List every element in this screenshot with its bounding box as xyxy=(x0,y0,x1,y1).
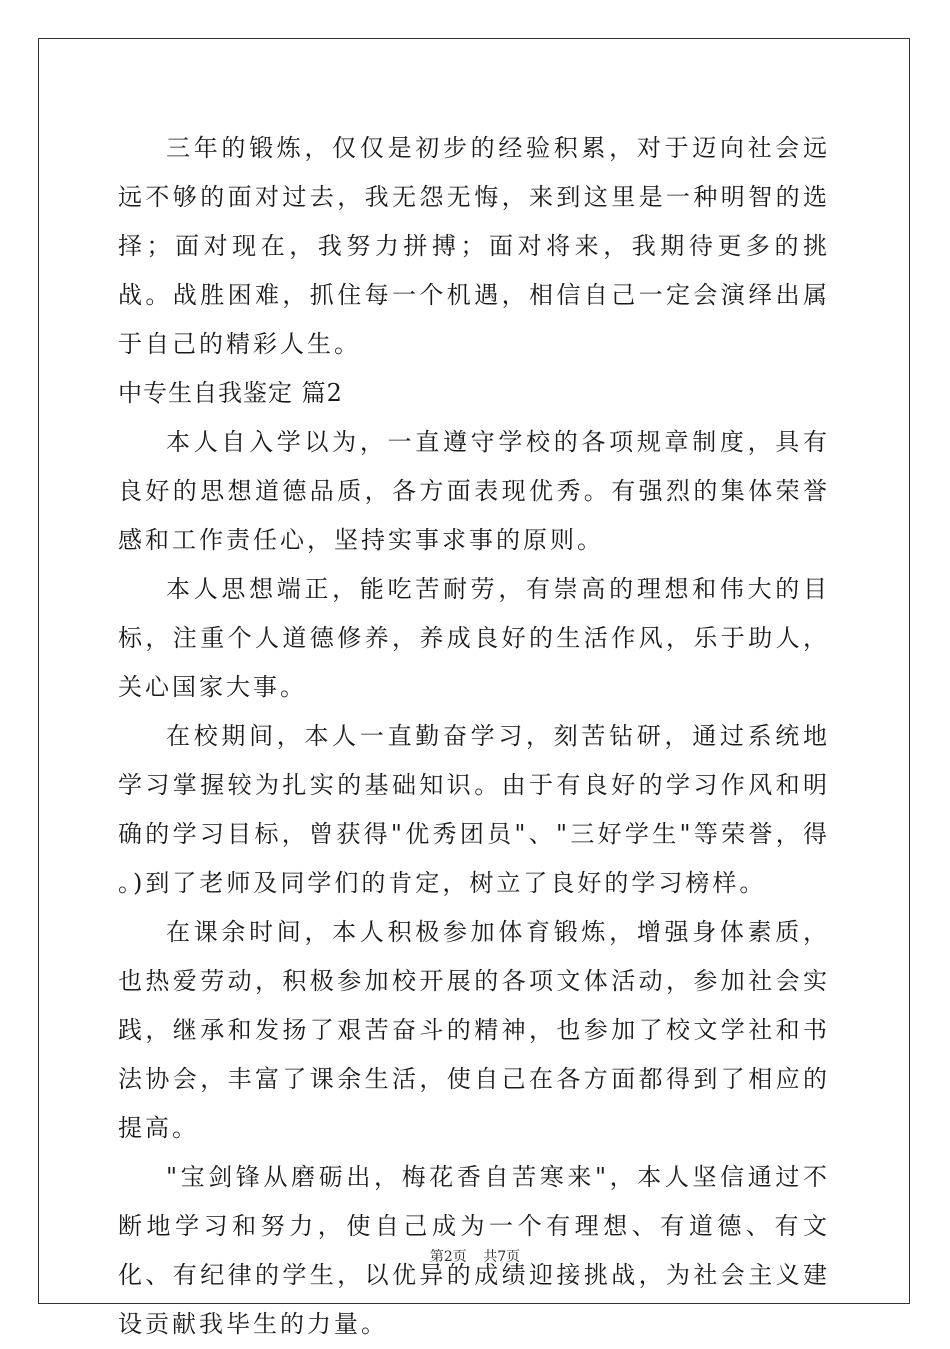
document-body xyxy=(118,124,830,1349)
paragraph-4: 在校期间，本人一直勤奋学习，刻苦钻研，通过系统地学习掌握较为扎实的基础知识。由于有良好的学习作风和明确的学习目标，曾获得"优秀团员"、"三好学生"等荣誉，得 。)到了老师及同学们的肯定，树立了良好的学习榜样。 xyxy=(118,722,830,897)
page-number-current: 第2页 xyxy=(429,1249,467,1265)
section-heading: 中专生自我鉴定 篇2 xyxy=(118,379,343,407)
page-number-total: 共7页 xyxy=(483,1249,521,1265)
paragraph-2: 本人自入学以为，一直遵守学校的各项规章制度，具有良好的思想道德品质，各方面表现优秀。有强烈的集体荣誉感和工作责任心，坚持实事求事的原则。 xyxy=(118,428,830,554)
paragraph-1: 三年的锻炼，仅仅是初步的经验积累，对于迈向社会远远不够的面对过去，我无怨无悔，来到这里是一种明智的选择；面对现在，我努力拼搏；面对将来，我期待更多的挑战。战胜困难，抓住每一个机遇，相信自己一定会演绎出属于自己的精彩人生。 xyxy=(118,134,830,358)
paragraph-5: 在课余时间，本人积极参加体育锻炼，增强身体素质，也热爱劳动，积极参加校开展的各项文体活动，参加社会实践，继承和发扬了艰苦奋斗的精神，也参加了校文学社和书法协会，丰富了课余生活，使自己在各方面都得到了相应的提高。 xyxy=(118,918,830,1142)
paragraph-3: 本人思想端正，能吃苦耐劳，有崇高的理想和伟大的目标，注重个人道德修养，养成良好的生活作风，乐于助人，关心国家大事。 xyxy=(118,575,830,701)
page-footer xyxy=(0,1246,950,1266)
paragraph-6: "宝剑锋从磨砺出，梅花香自苦寒来"，本人坚信通过不断地学习和努力，使自己成为一个有理想、有道德、有文化、有纪律的学生，以优异的成绩迎接挑战，为社会主义建设贡献我毕生的力量。 xyxy=(118,1163,830,1338)
